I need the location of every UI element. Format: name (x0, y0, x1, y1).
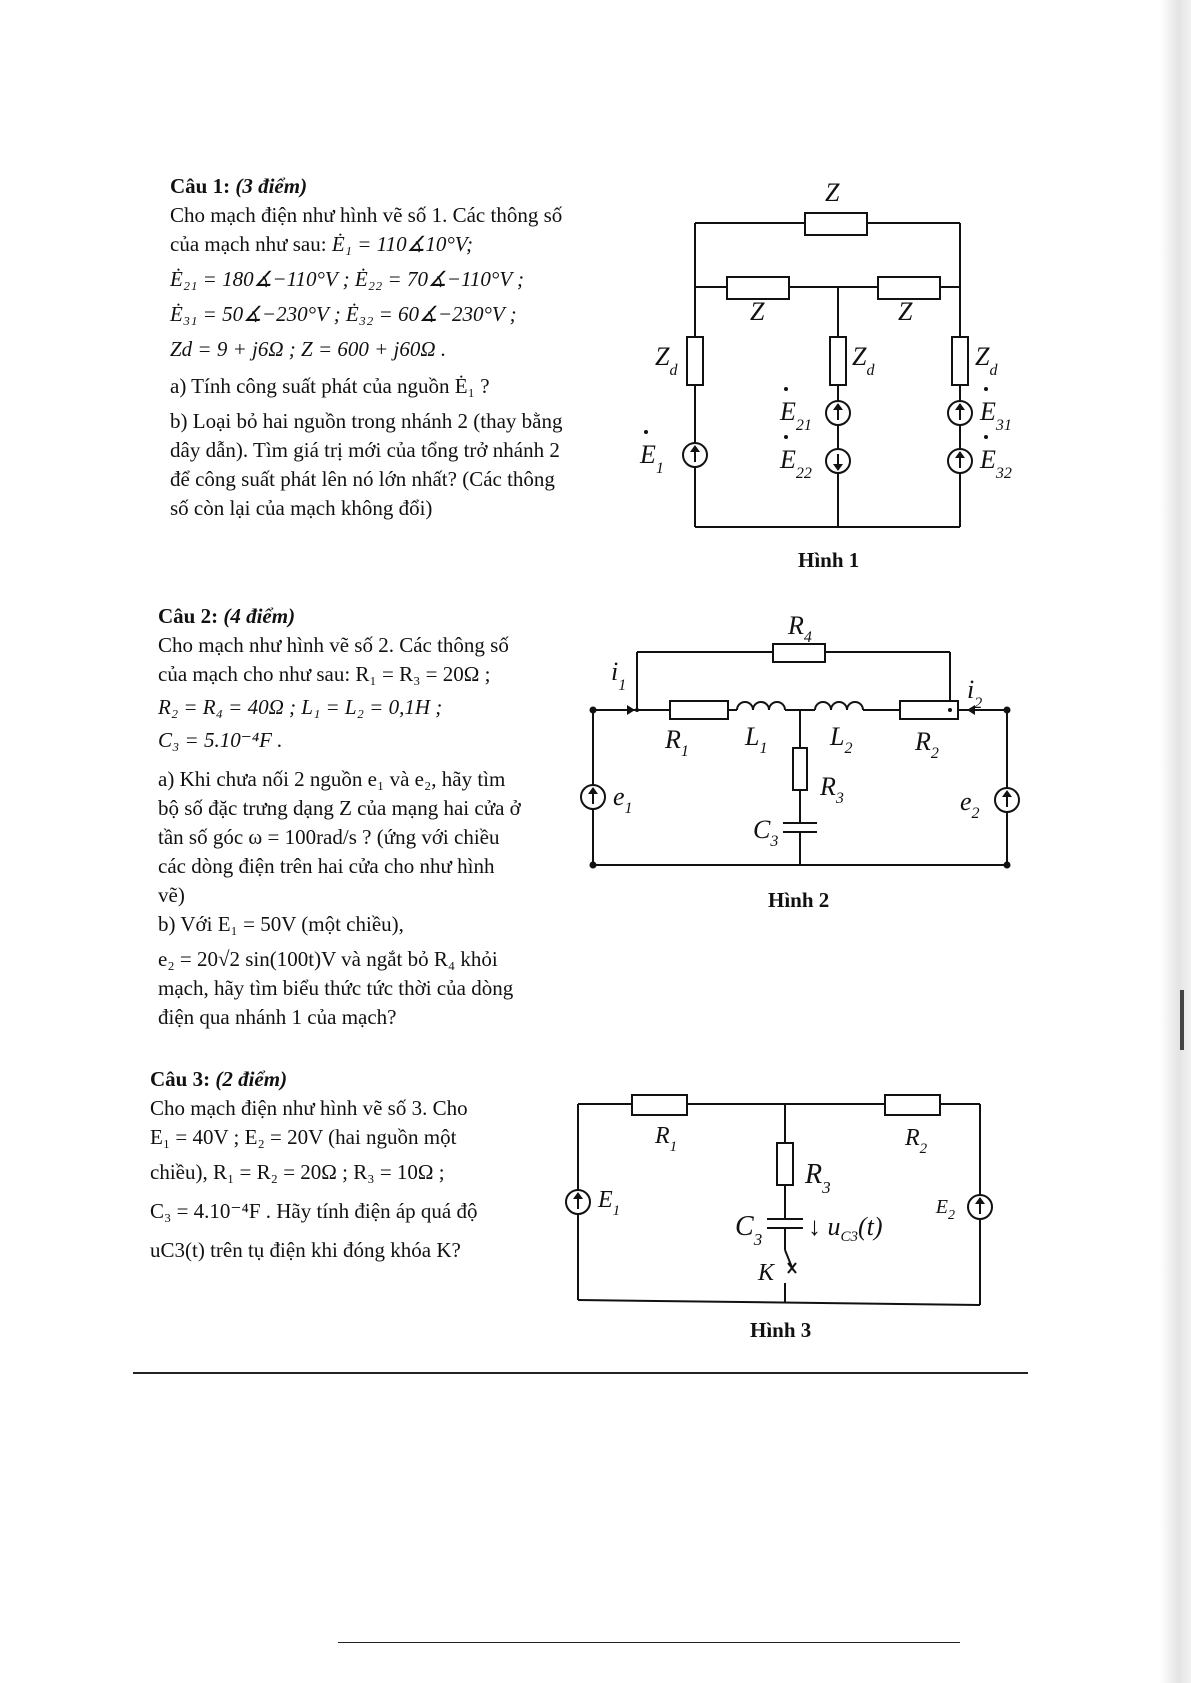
q2-line4: C₃ = 5.10⁻⁴F . (158, 728, 283, 752)
q2-part-a-line3: tần số góc ω = 100rad/s ? (ứng với chiều (158, 825, 500, 849)
q2-part-a-line2: bộ số đặc trưng dạng Z của mạng hai cửa ở (158, 796, 521, 820)
fig2-label-i1: $i_1$ (611, 657, 627, 694)
question-2-points: (4 điểm) (223, 604, 296, 628)
fig2-r4 (773, 644, 825, 662)
q2-part-a-line1: a) Khi chưa nối 2 nguồn e₁ và e₂, hãy tìm (158, 767, 506, 791)
fig2-label-l1: $L_1$ (745, 722, 768, 757)
fig2-r1 (670, 701, 728, 719)
fig2-label-r2: $R_2$ (915, 727, 939, 762)
question-3-points: (2 điểm) (215, 1067, 288, 1091)
fig3-r1 (632, 1095, 687, 1115)
q3-line1: Cho mạch điện như hình vẽ số 3. Cho (150, 1096, 468, 1120)
fig1-label-e21: $E_{21}$ (780, 397, 812, 434)
figure-3-circuit (555, 1085, 1015, 1315)
figure-2-circuit (575, 600, 1020, 890)
q1-part-b-line1: b) Loại bỏ hai nguồn trong nhánh 2 (thay bằng (170, 409, 563, 433)
fig3-r2 (885, 1095, 940, 1115)
fig3-label-e2: $E_2$ (935, 1196, 955, 1223)
q3-line2: E₁ = 40V ; E₂ = 20V (hai nguồn một (150, 1125, 457, 1149)
fig3-label-r1: $R_1$ (655, 1123, 678, 1155)
question-1 (170, 172, 620, 523)
fig1-label-e32: $E_{32}$ (980, 445, 1012, 482)
q3-line3: chiều), R₁ = R₂ = 20Ω ; R₃ = 10Ω ; (150, 1160, 445, 1184)
fig1-label-z-right: Z (898, 297, 913, 326)
fig2-label-i2: $i_2$ (967, 675, 983, 712)
q1-intro2: của mạch như sau: (170, 232, 327, 256)
q3-line5: uC3(t) trên tụ điện khi đóng khóa K? (150, 1238, 461, 1262)
fig2-l2 (815, 702, 863, 710)
scan-mark-right (1180, 990, 1184, 1050)
q1-intro: Cho mạch điện như hình vẽ số 1. Các thông số (170, 203, 563, 227)
q2-part-b-line3: mạch, hãy tìm biểu thức tức thời của dòng (158, 976, 514, 1000)
fig1-label-e1: $E_1$ (640, 440, 664, 477)
question-2 (158, 602, 558, 1032)
section-divider (133, 1372, 1028, 1374)
fig3-label-uc3: ↓ $u_{C3}(t)$ (808, 1212, 883, 1245)
q2-part-b-line1: b) Với E₁ = 50V (một chiều), (158, 912, 404, 936)
q1-param-e1: Ė₁ = 110∡10°V; (331, 232, 474, 256)
question-1-title: Câu 1: (170, 174, 231, 198)
fig1-label-zd-mid: $Z_d$ (852, 342, 875, 379)
fig1-label-e22: $E_{22}$ (780, 445, 812, 482)
q1-part-a: a) Tính công suất phát của nguồn Ė₁ ? (170, 374, 490, 398)
q1-param-e3: Ė₃₁ = 50∡−230°V ; Ė₃₂ = 60∡−230°V ; (170, 302, 517, 326)
fig1-z-top (805, 213, 867, 235)
question-1-points: (3 điểm) (235, 174, 308, 198)
q2-part-a-line4: các dòng điện trên hai cửa cho như hình (158, 854, 495, 878)
figure-2-caption: Hình 2 (768, 888, 830, 912)
scan-edge (1160, 0, 1191, 1683)
q1-part-b-line3: để công suất phát lên nó lớn nhất? (Các thông (170, 467, 555, 491)
q1-part-b-line2: dây dẫn). Tìm giá trị mới của tổng trở nhánh 2 (170, 438, 560, 462)
fig3-label-r2: $R_2$ (905, 1125, 928, 1157)
q1-param-z: Zd = 9 + j6Ω ; Z = 600 + j60Ω . (170, 337, 447, 361)
fig2-label-e2: $e_2$ (960, 787, 980, 822)
fig2-label-r1: $R_1$ (665, 725, 689, 760)
figure-1-circuit (630, 175, 1040, 540)
fig1-label-e31: $E_{31}$ (980, 397, 1012, 434)
question-3 (150, 1065, 550, 1265)
fig2-label-r4: $R_4$ (788, 611, 812, 646)
q2-part-a-line5: vẽ) (158, 883, 185, 907)
question-3-title: Câu 3: (150, 1067, 211, 1091)
fig1-z-left (727, 277, 789, 299)
fig3-label-k: K (758, 1260, 775, 1286)
q1-part-b-line4: số còn lại của mạch không đổi) (170, 496, 433, 520)
fig3-r3 (777, 1143, 793, 1185)
question-2-title: Câu 2: (158, 604, 219, 628)
fig2-label-e1: $e_1$ (613, 782, 633, 817)
fig2-label-c3: $C_3$ (753, 815, 779, 850)
fig1-label-z-left: Z (750, 297, 765, 326)
fig1-label-zd-right: $Z_d$ (975, 342, 998, 379)
fig1-zd-mid (830, 337, 846, 385)
fig2-label-l2: $L_2$ (830, 722, 853, 757)
fig3-label-r3: $R_3$ (805, 1159, 831, 1197)
footer-line (338, 1642, 960, 1643)
q3-line4: C₃ = 4.10⁻⁴F . Hãy tính điện áp quá độ (150, 1199, 478, 1223)
q2-part-b-line2: e₂ = 20√2 sin(100t)V và ngắt bỏ R₄ khỏi (158, 947, 498, 971)
q2-part-b-line4: điện qua nhánh 1 của mạch? (158, 1005, 397, 1029)
figure-1-caption: Hình 1 (798, 548, 860, 572)
fig2-label-r3: $R_3$ (820, 772, 844, 807)
fig1-zd-left (687, 337, 703, 385)
fig3-label-c3: $C_3$ (735, 1211, 763, 1249)
fig1-zd-right (952, 337, 968, 385)
figure-3-caption: Hình 3 (750, 1318, 812, 1342)
q2-line3: R₂ = R₄ = 40Ω ; L₁ = L₂ = 0,1H ; (158, 695, 443, 719)
q2-line1: Cho mạch như hình vẽ số 2. Các thông số (158, 633, 509, 657)
q1-param-e2: Ė₂₁ = 180∡−110°V ; Ė₂₂ = 70∡−110°V ; (170, 267, 525, 291)
fig2-r3 (793, 748, 807, 790)
fig2-l1 (737, 702, 785, 710)
fig1-z-right (878, 277, 940, 299)
fig3-label-e1: $E_1$ (598, 1187, 621, 1219)
fig1-label-zd-left: $Z_d$ (655, 342, 678, 379)
q2-line2: của mạch cho như sau: R₁ = R₃ = 20Ω ; (158, 662, 491, 686)
fig1-label-z-top: Z (825, 178, 840, 207)
